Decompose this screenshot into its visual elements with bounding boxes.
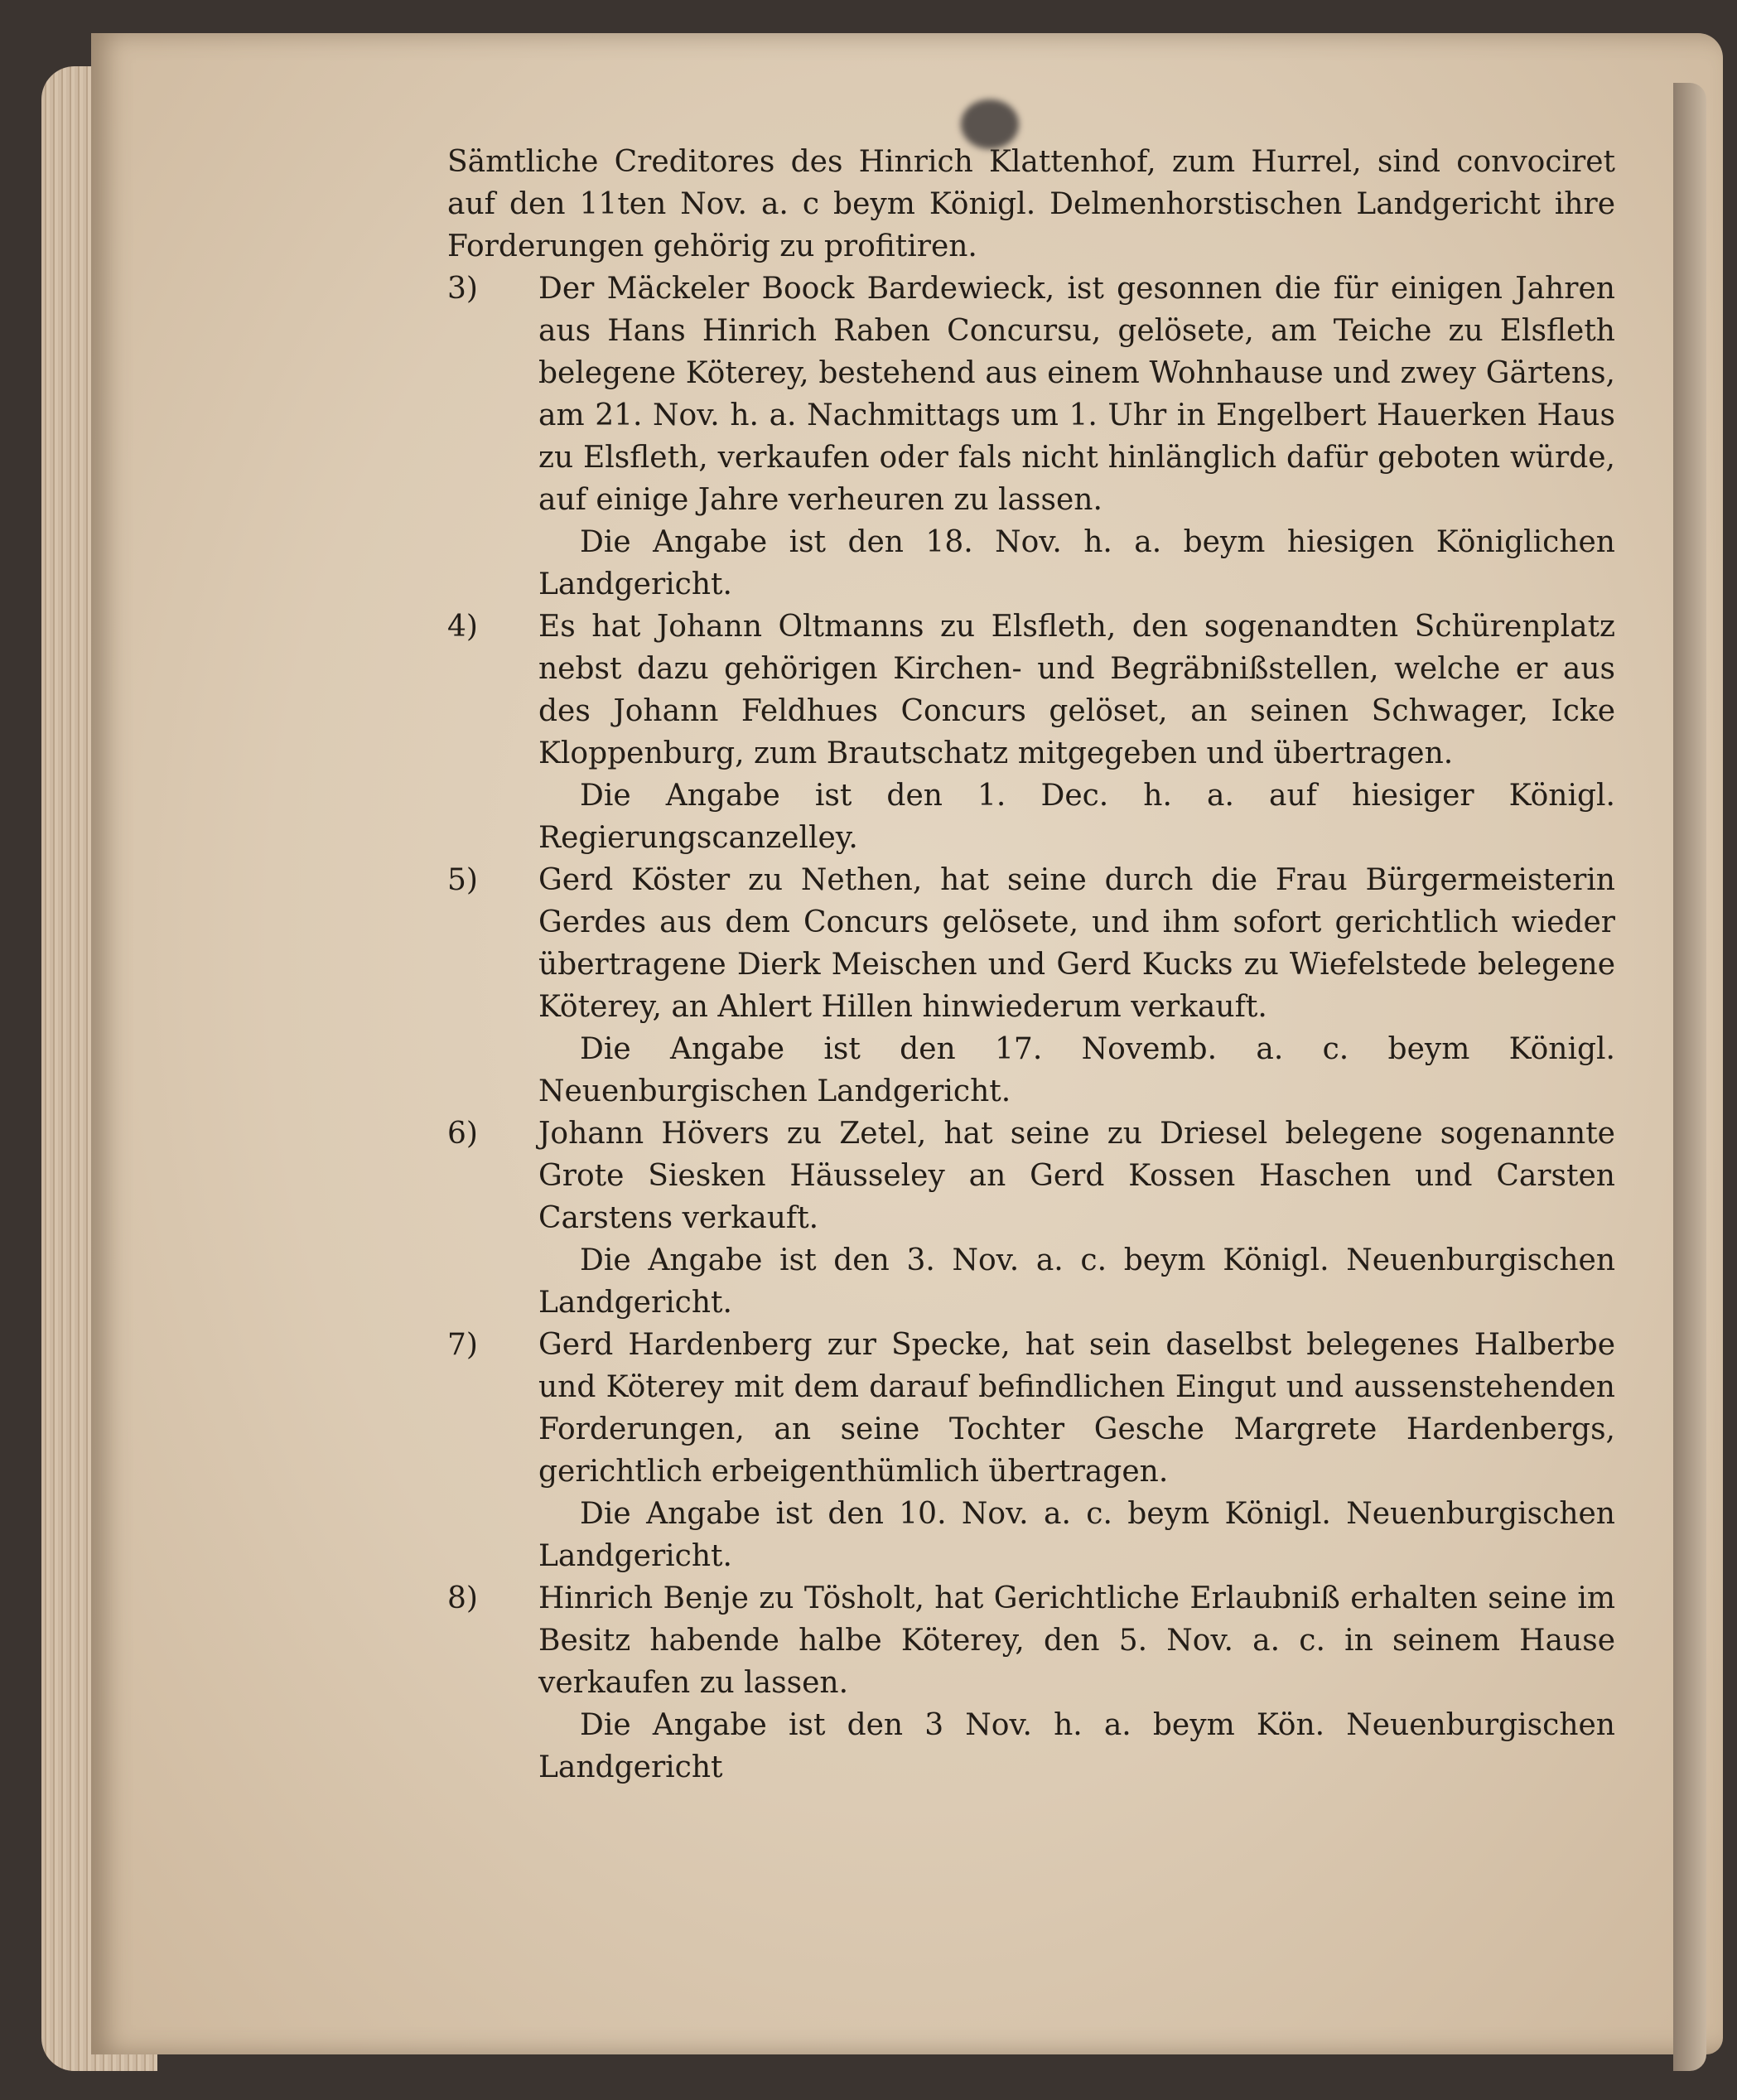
list-item-7 <box>447 1324 1615 1493</box>
note-8: Die Angabe ist den 3 Nov. h. a. beym Kön. Neuenburgischen Landgericht <box>538 1708 1615 1784</box>
item-number: 6) <box>447 1117 478 1151</box>
item-number: 8) <box>447 1581 478 1615</box>
note-5: Die Angabe ist den 17. Novemb. a. c. beym Königl. Neuenburgischen Landgericht. <box>538 1032 1615 1108</box>
item-text: Hinrich Benje zu Tösholt, hat Gerichtliche Erlaubniß erhalten seine im Besitz habende halbe Köterey, den 5. Nov. a. c. in seinem Hause verkaufen zu lassen. <box>538 1581 1615 1700</box>
item-text: Gerd Hardenberg zur Specke, hat sein daselbst belegenes Halberbe und Köterey mit dem darauf befindlichen Eingut und aussenstehenden Forderungen, an seine Tochter Gesche Margrete Hardenbergs, gerichtlich erbeigenthümlich übertragen. <box>538 1328 1615 1489</box>
list-item-5 <box>447 859 1615 1028</box>
item-number: 5) <box>447 863 478 897</box>
list-item-3 <box>447 268 1615 521</box>
list-item-4 <box>447 606 1615 775</box>
item-text: Johann Hövers zu Zetel, hat seine zu Driesel belegene sogenannte Grote Siesken Häusseley an Gerd Kossen Haschen und Carsten Carstens verkauft. <box>538 1117 1615 1235</box>
list-item-6 <box>447 1113 1615 1239</box>
item-text: Der Mäckeler Boock Bardewieck, ist gesonnen die für einigen Jahren aus Hans Hinrich Raben Concursu, gelösete, am Teiche zu Elsfleth belegene Köterey, bestehend aus einem Wohnhause und zwey Gärtens, am 21. Nov. h. a. Nachmittags um 1. Uhr in Engelbert Hauerken Haus zu Elsfleth, verkaufen oder fals nicht hinlänglich dafür geboten würde, auf einige Jahre verheuren zu lassen. <box>538 272 1615 517</box>
note-7: Die Angabe ist den 10. Nov. a. c. beym Königl. Neuenburgischen Landgericht. <box>538 1497 1615 1573</box>
note-3: Die Angabe ist den 18. Nov. h. a. beym hiesigen Königlichen Landgericht. <box>538 525 1615 601</box>
list-item-8 <box>447 1577 1615 1704</box>
item-number: 3) <box>447 272 478 306</box>
item-text: Gerd Köster zu Nethen, hat seine durch die Frau Bürgermeisterin Gerdes aus dem Concurs gelösete, und ihm sofort gerichtlich wieder übertragene Dierk Meischen und Gerd Kucks zu Wiefelstede belegene Köterey, an Ahlert Hillen hinwiederum verkauft. <box>538 863 1615 1024</box>
item-number: 7) <box>447 1328 478 1362</box>
item-text: Es hat Johann Oltmanns zu Elsfleth, den sogenandten Schürenplatz nebst dazu gehörigen Kirchen- und Begräbnißstellen, welche er aus des Johann Feldhues Concurs gelöset, an seinen Schwager, Icke Kloppenburg, zum Brautschatz mitgegeben und übertragen. <box>538 610 1615 770</box>
paragraph-intro: Sämtliche Creditores des Hinrich Klattenhof, zum Hurrel, sind convociret auf den 11ten Nov. a. c beym Königl. Delmenhorstischen Landgericht ihre Forderungen gehörig zu profitiren. <box>447 145 1615 263</box>
facing-page-edge <box>1673 83 1706 2071</box>
page-text <box>447 141 1615 1789</box>
note-6: Die Angabe ist den 3. Nov. a. c. beym Königl. Neuenburgischen Landgericht. <box>538 1243 1615 1320</box>
note-4: Die Angabe ist den 1. Dec. h. a. auf hiesiger Königl. Regierungscanzelley. <box>538 779 1615 855</box>
item-number: 4) <box>447 610 478 644</box>
